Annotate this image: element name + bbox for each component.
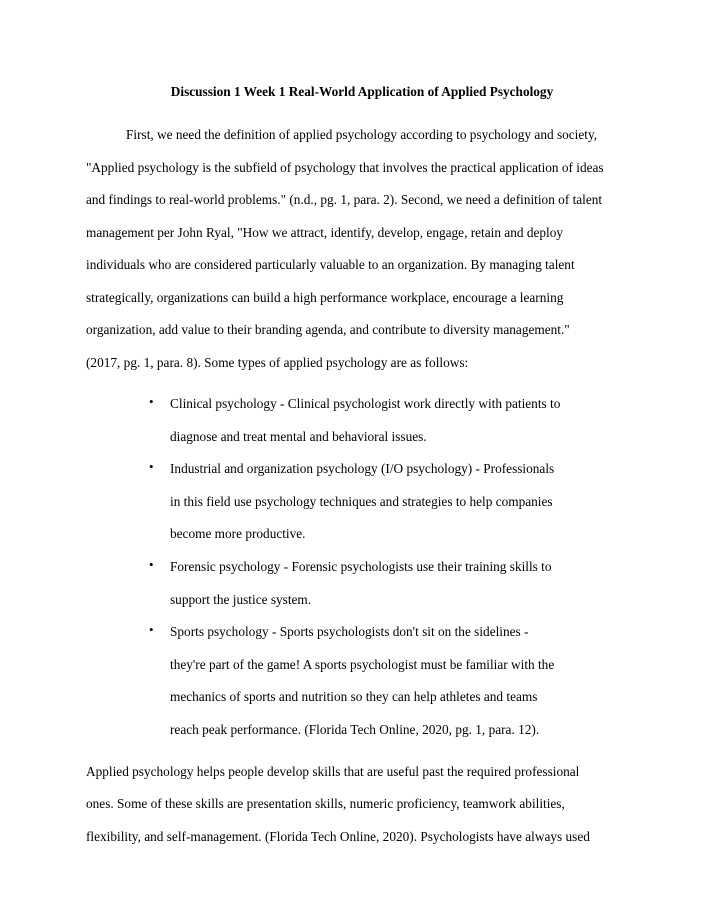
paragraph-2-line-1: Applied psychology helps people develop skills that are useful past the required professional bbox=[86, 764, 580, 779]
bullet-3-line-2: support the justice system. bbox=[170, 592, 312, 607]
bullet-3-line-1: Forensic psychology - Forensic psychologists use their training skills to bbox=[170, 559, 552, 574]
paragraph-1-line-5: individuals who are considered particularly valuable to an organization. By managing talent bbox=[86, 257, 575, 272]
bullet-marker: • bbox=[149, 622, 154, 637]
paragraph-1-line-7: organization, add value to their branding agenda, and contribute to diversity management." bbox=[86, 322, 570, 337]
paragraph-1-line-2: "Applied psychology is the subfield of psychology that involves the practical application of ideas bbox=[86, 160, 604, 175]
bullet-1-line-1: Clinical psychology - Clinical psychologist work directly with patients to bbox=[170, 396, 561, 411]
bullet-4-line-3: mechanics of sports and nutrition so they can help athletes and teams bbox=[170, 689, 538, 704]
bullet-4-line-2: they're part of the game! A sports psychologist must be familiar with the bbox=[170, 657, 555, 672]
paragraph-1-line-1: First, we need the definition of applied psychology according to psychology and society, bbox=[126, 127, 598, 142]
bullet-marker: • bbox=[149, 394, 154, 409]
paragraph-2-line-3: flexibility, and self-management. (Florida Tech Online, 2020). Psychologists have always used bbox=[86, 829, 590, 844]
paragraph-1-line-6: strategically, organizations can build a high performance workplace, encourage a learning bbox=[86, 290, 564, 305]
bullet-4-line-4: reach peak performance. (Florida Tech Online, 2020, pg. 1, para. 12). bbox=[170, 722, 540, 737]
paragraph-2-line-2: ones. Some of these skills are presentation skills, numeric proficiency, teamwork abilities, bbox=[86, 796, 565, 811]
bullet-1-line-2: diagnose and treat mental and behavioral issues. bbox=[170, 429, 427, 444]
bullet-2-line-1: Industrial and organization psychology (I/O psychology) - Professionals bbox=[170, 461, 555, 476]
document-title: Discussion 1 Week 1 Real-World Application of Applied Psychology bbox=[170, 84, 554, 99]
paragraph-1-line-3: and findings to real-world problems." (n.d., pg. 1, para. 2). Second, we need a definition of talent bbox=[86, 192, 603, 207]
bullet-marker: • bbox=[149, 557, 154, 572]
bullet-4-line-1: Sports psychology - Sports psychologists don't sit on the sidelines - bbox=[170, 624, 529, 639]
bullet-marker: • bbox=[149, 459, 154, 474]
paragraph-1-line-4: management per John Ryal, "How we attract, identify, develop, engage, retain and deploy bbox=[86, 225, 564, 240]
bullet-2-line-3: become more productive. bbox=[170, 526, 306, 541]
bullet-2-line-2: in this field use psychology techniques and strategies to help companies bbox=[170, 494, 553, 509]
paragraph-1-line-8: (2017, pg. 1, para. 8). Some types of applied psychology are as follows: bbox=[86, 355, 469, 370]
